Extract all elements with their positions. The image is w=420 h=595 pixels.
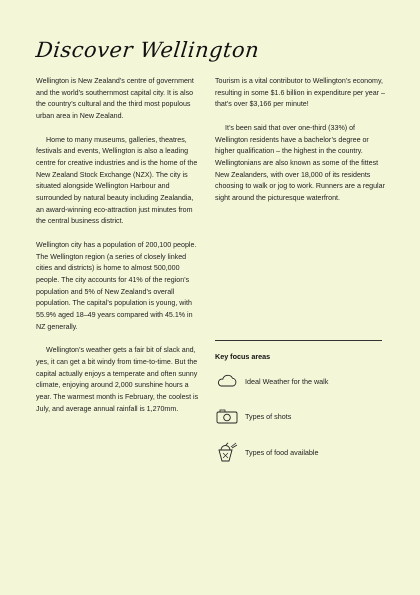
paragraph-population: Wellington city has a population of 200,100 people. The Wellington region (a series of closely linked cities and districts) is home to almost 500,000 people. The city accounts for 41% of the region’s population and 5% of New Zealand’s overall population. The capital’s population is young, with 55.9% aged 18–49 years compared with 45.1% in NZ generally. <box>36 240 197 331</box>
right-column <box>215 76 385 216</box>
paragraph-intro: Wellington is New Zealand’s centre of government and the world’s southernmost capital city. It is also the country’s cultural and the third most populous urban area in New Zealand. <box>36 77 194 121</box>
key-focus-label: Ideal Weather for the walk <box>245 376 329 386</box>
section-divider <box>215 340 382 341</box>
paragraph-culture: Home to many museums, galleries, theatres, festivals and events, Wellington is also a leading centre for creative industries and is the home of the New Zealand Stock Exchange (NZX). The city is situated alongside Wellington Harbour and surrounded by natural beauty including Zealandia, an award-winning eco-attraction just minutes from the central business district. <box>36 135 198 226</box>
key-focus-label: Types of food available <box>245 447 319 457</box>
paragraph-tourism: Tourism is a vital contributor to Wellington’s economy, resulting in some $1.6 billion in expenditure per year – that’s over $3,166 per minute! <box>215 77 385 109</box>
key-focus-heading: Key focus areas <box>215 352 271 361</box>
cloud-icon <box>216 372 240 390</box>
camera-icon <box>216 407 240 425</box>
page-title: Discover Wellington <box>34 38 261 62</box>
paragraph-weather: Wellington’s weather gets a fair bit of slack and, yes, it can get a bit windy from time-to-time. But the capital actually enjoys a temperate and often sunny climate, enjoying around 2,000 sunshine hours a year. The warmest month is February, the coolest is July, and average annual rainfall is 1,270mm. <box>36 346 199 413</box>
key-focus-item-food <box>216 443 319 461</box>
key-focus-label: Types of shots <box>245 411 292 421</box>
key-focus-item-shots <box>216 407 291 425</box>
key-focus-item-weather <box>216 372 328 390</box>
paragraph-residents: It’s been said that over one-third (33%) of Wellington residents have a bachelor’s degree or higher qualification – the highest in the country. Wellingtonians are also known as some of the fittest New Zealanders, with over 18,000 of its residents choosing to walk or jog to work. Runners are a regular sight around the picturesque waterfront. <box>215 123 385 203</box>
left-column <box>36 76 202 427</box>
food-icon <box>216 443 240 461</box>
